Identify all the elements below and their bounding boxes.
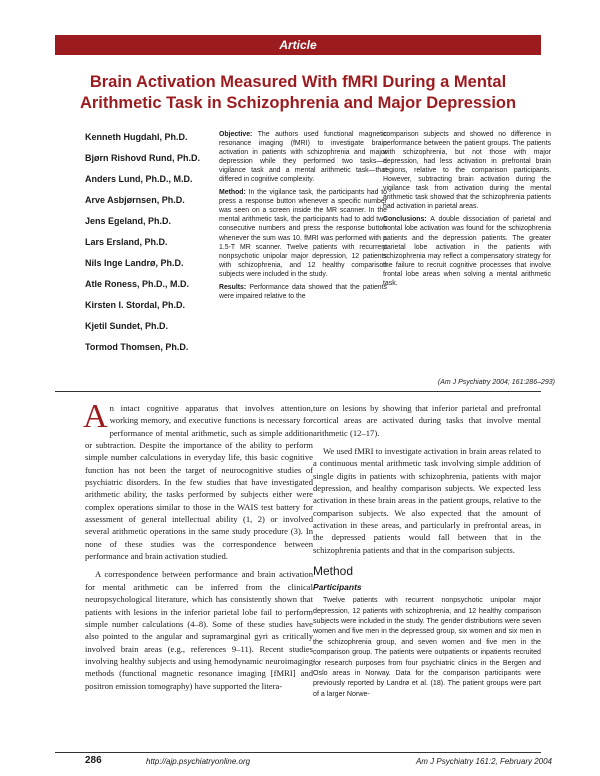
abstract-conclusions <box>383 215 551 287</box>
objective-label: Objective: <box>219 131 253 138</box>
intro-paragraph-3: ture on lesions by showing that inferior parietal and prefrontal cortical areas are activated during tasks that involve mental arithmetic (12–17). <box>313 403 541 438</box>
page-number: 286 <box>85 755 102 766</box>
title-line-2: Arithmetic Task in Schizophrenia and Major Depression <box>79 94 517 112</box>
abstract-right-column <box>383 130 551 292</box>
author: Arve Asbjørnsen, Ph.D. <box>85 195 185 205</box>
intro-paragraph-4: We used fMRI to investigate activation in brain areas related to a continuous mental arithmetic task involving simple addition of single digits in patients with schizophrenia, patients with major depression, and healthy comparison subjects. We expected less activation in these brain areas in the patient groups, relative to the comparison subjects. We also expected that the amount of activation in these areas, and particularly in prefrontal areas, in the depressed patients would fall between that in the schizophrenia patients and that in the comparison subjects. <box>313 446 541 555</box>
method-label: Method: <box>219 189 246 197</box>
author-list <box>85 132 205 363</box>
abstract-divider <box>55 391 541 392</box>
body-right-column <box>313 402 541 705</box>
results-text: Performance data showed that the patients were impaired relative to the <box>219 283 387 300</box>
author: Kenneth Hugdahl, Ph.D. <box>85 132 188 142</box>
abstract-results <box>219 283 387 301</box>
method-section-heading: Method <box>313 564 354 579</box>
abstract-results-continued: comparison subjects and showed no difference in performance between the patient groups. The patients with schizophrenia, but not those with major depression, had less activation in prefrontal brain regions, relative to the comparison participants. However, subtracting brain activation during the vigilance task from activation during the mental arithmetic task showed that the schizophrenia patients had activation in parietal areas. <box>383 131 551 211</box>
abstract-method <box>219 188 387 278</box>
author: Kjetil Sundet, Ph.D. <box>85 321 169 331</box>
author: Jens Egeland, Ph.D. <box>85 216 172 226</box>
intro-text-1: n intact cognitive apparatus that involves attention, working memory, and executive functions is necessary for performance of mental arithmetic, such as simple addition or subtraction. Despite the importance of the ability to perform simple number calculations in everyday life, this basic cognitive function has not been the target of neurocognitive studies of psychiatric disorders. In the few studies that have investigated arithmetic ability, the tasks performed by subjects either were complex operations similar to those in the WAIS test battery for assessment of general intellectual ability (1, 2) or involved several arithmetic operations in the same study procedure (3). In none of these studies was the correspondence between performance and brain activation studied. <box>85 403 313 562</box>
objective-text: The authors used functional magnetic resonance imaging (fMRI) to investigate brain activation in patients with schizophrenia and major depression while they performed two tasks—a vigilance task and a mental arithmetic task—that differed in cognitive complexity. <box>219 131 387 184</box>
method-text: In the vigilance task, the participants had to press a response button whenever a specific number was seen on a screen inside the MR scanner. In the mental arithmetic task, the participants had to add two consecutive numbers and press the response button whenever the sum was 10. fMRI was performed with a 1.5-T MR scanner. Twelve patients with recurrent nonpsychotic unipolar major depression, 12 patients with schizophrenia, and 12 healthy comparison subjects were included in the study. <box>219 189 387 278</box>
author: Nils Inge Landrø, Ph.D. <box>85 258 184 268</box>
journal-citation: (Am J Psychiatry 2004; 161:286–293) <box>437 379 555 386</box>
author: Kirsten I. Stordal, Ph.D. <box>85 300 186 310</box>
conclusions-label: Conclusions: <box>383 216 427 224</box>
drop-cap: A <box>83 398 108 435</box>
author: Lars Ersland, Ph.D. <box>85 237 168 247</box>
journal-issue: Am J Psychiatry 161:2, February 2004 <box>415 757 552 766</box>
results-label: Results: <box>219 283 247 291</box>
conclusions-text: A double dissociation of parietal and frontal lobe activation was found for the schizophrenia patients and the depression patients. The greater parietal lobe activation in the patients with schizophrenia may reflect a compensatory strategy for the failure to recruit cognitive processes that involve frontal lobe areas when solving a mental arithmetic task. <box>383 216 551 287</box>
journal-url-link[interactable]: http://ajp.psychiatryonline.org <box>146 757 251 766</box>
body-left-column <box>83 398 313 698</box>
author: Anders Lund, Ph.D., M.D. <box>85 174 193 184</box>
footer-divider <box>55 752 541 753</box>
participants-paragraph: Twelve patients with recurrent nonpsychotic unipolar major depression, 12 patients with schizophrenia, and 12 healthy comparison subjects were included in the study. The gender distributions were seven women and five men in the depressed group, six women and six men in the schizophrenia group, and seven women and five men in the comparison group. The patients were outpatients or inpatients recruited for research purposes from four psychiatric clinics in the Bergen and Oslo areas in Norway. Data for the comparison participants were previously reported by Landrø et al. (18). The patient groups were part of a larger Norwe- <box>313 596 541 698</box>
article-type-banner: Article <box>55 35 541 55</box>
author: Tormod Thomsen, Ph.D. <box>85 342 189 352</box>
author: Atle Roness, Ph.D., M.D. <box>85 279 190 289</box>
intro-paragraph-2: A correspondence between performance and brain activation for mental arithmetic can be inferred from the clinical neuropsychological literature, which has consistently shown that patients with lesions in the inferior parietal lobe fail to perform simple number calculations (4–8). Some of these studies have also pointed to the angular and supramarginal gyri as critically involved brain areas (e.g., references 9–11). Recent studies involving healthy subjects and using hemodynamic neuroimaging methods (functional magnetic resonance imaging [fMRI] and positron emission tomography) have supported the litera- <box>85 569 313 691</box>
participants-subheading: Participants <box>313 582 362 593</box>
intro-paragraph-1 <box>83 398 313 562</box>
abstract-left-column <box>219 130 387 305</box>
author: Bjørn Rishovd Rund, Ph.D. <box>85 153 200 163</box>
title-line-1: Brain Activation Measured With fMRI During a Mental <box>89 73 507 91</box>
abstract-objective <box>219 130 387 184</box>
article-title <box>55 72 541 114</box>
